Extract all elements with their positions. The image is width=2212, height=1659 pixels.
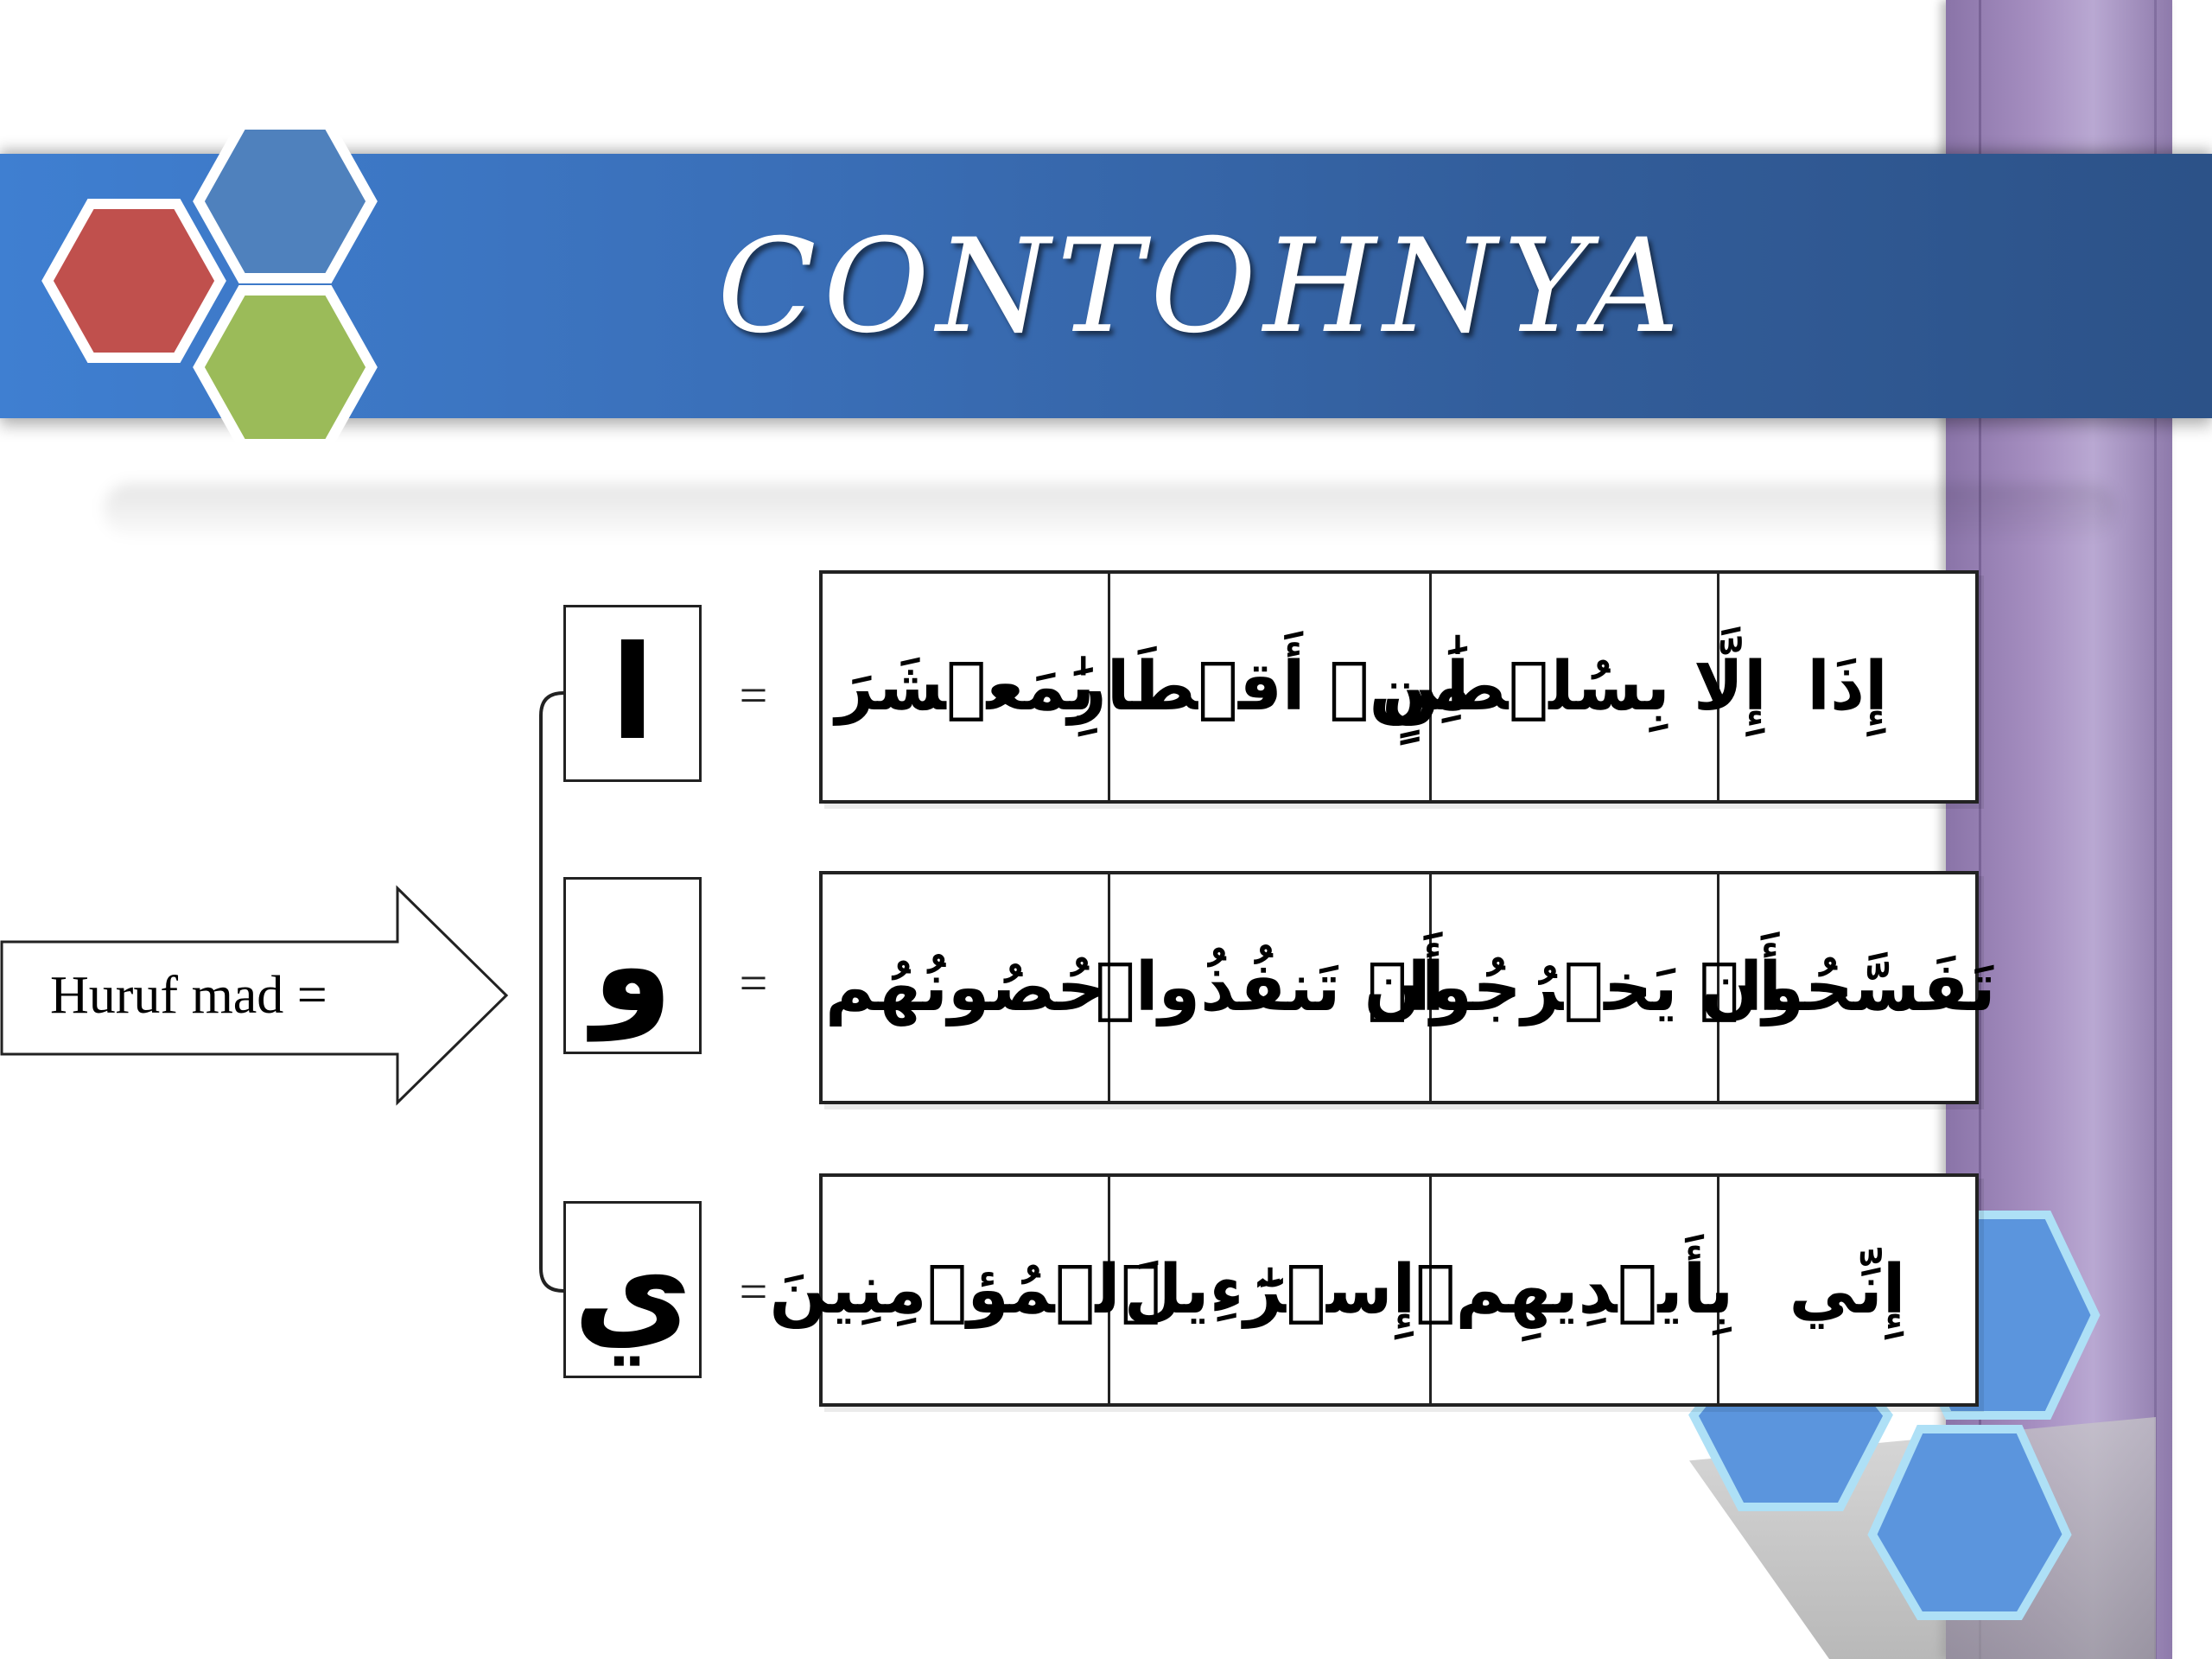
hexagon-blue	[199, 124, 372, 278]
example-cell: إِذَا	[1807, 648, 1888, 726]
equals-sign-2: =	[739, 955, 768, 1011]
top-hexagon-cluster	[43, 119, 432, 465]
example-cell: ٱلۡمُؤۡمِنِينَ	[823, 1177, 1110, 1403]
slide-title: CONTOHNYA	[717, 212, 1687, 362]
equals-sign-1: =	[739, 667, 768, 723]
example-cell: إِنِّي	[1789, 1251, 1906, 1329]
example-table-waw	[819, 871, 1996, 1104]
hexagon-red	[48, 204, 220, 358]
example-cell: حُصُونُهُم	[823, 874, 1110, 1101]
hexagon-blue-bottom-right	[1872, 1429, 2067, 1616]
example-cell: بِأَيۡدِيهِمۡ	[1432, 1177, 1719, 1403]
equals-sign-3: =	[739, 1263, 768, 1319]
example-cell: مِنۡ أَقۡطَارِ	[1110, 574, 1432, 800]
banner-shadow-bar	[104, 484, 2117, 536]
example-cell: يَٰمَعۡشَرَ	[823, 574, 1110, 800]
letter-box-waw	[563, 877, 702, 1054]
letter-waw: و	[592, 890, 673, 1041]
hexagon-green	[199, 290, 372, 444]
example-table-ya	[769, 1173, 1979, 1407]
letter-box-ya	[563, 1201, 702, 1378]
letter-ya: ي	[573, 1214, 692, 1365]
example-cell: تَفَسَّحُوا۟	[1699, 949, 1996, 1027]
example-cell: أَن يَخۡرُجُوا۟	[1432, 874, 1719, 1101]
example-cell: أَن تَنفُذُوا۟	[1110, 874, 1432, 1101]
example-cell: إِسۡرَٰٓءِيلَ	[1110, 1177, 1432, 1403]
letter-box-alif	[563, 605, 702, 782]
arrow-label: Huruf mad =	[50, 966, 327, 1025]
letter-alif: ا	[610, 618, 655, 769]
example-cell: إِلَّا بِسُلۡطَٰنٍ	[1432, 574, 1719, 800]
example-table-alif	[819, 570, 1979, 804]
